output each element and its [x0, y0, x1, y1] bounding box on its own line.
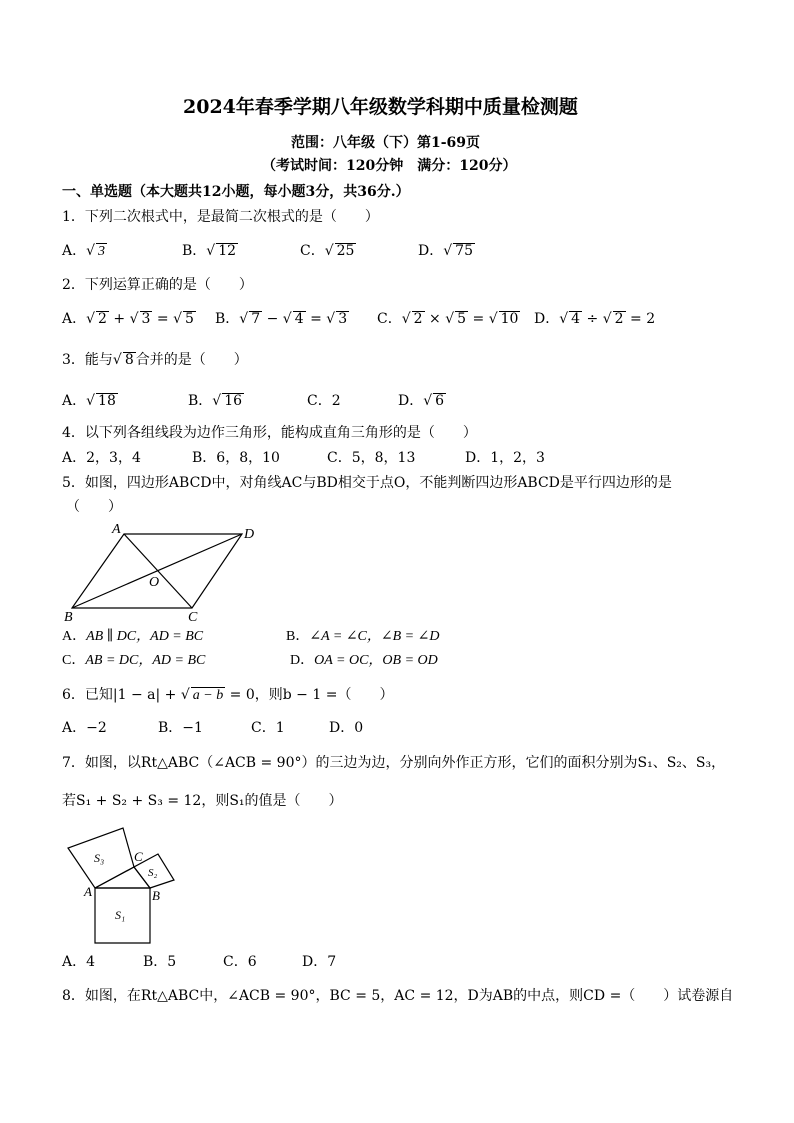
question-5-stem-line1: 5．如图，四边形ABCD中，对角线AC与BD相交于点O，不能判断四边形ABCD是平行四边形的是 [62, 475, 672, 491]
q5-option-d[interactable]: D．OA = OC，OB = OD [290, 653, 438, 668]
question-8-stem: 8．如图，在Rt△ABC中，∠ACB = 90°，BC = 5，AC = 12，D为AB的中点，则CD =（ ）试卷源自 [62, 988, 734, 1004]
q5-option-b[interactable]: B．∠A = ∠C，∠B = ∠D [286, 629, 440, 644]
q2-option-d[interactable]: D．√ 4 ÷ √ 2 = 2 [534, 311, 656, 327]
q2-option-a[interactable]: A．√ 2 + √ 3 = √ 5 [62, 311, 194, 327]
q7-option-a[interactable]: A．4 [62, 954, 96, 970]
q6-option-a[interactable]: A．−2 [62, 720, 107, 736]
question-1-stem: 1．下列二次根式中，是最简二次根式的是（ ） [62, 209, 379, 225]
q7-option-b[interactable]: B．5 [143, 954, 177, 970]
pythagoras-squares-figure [62, 818, 182, 948]
question-2-stem: 2．下列运算正确的是（ ） [62, 277, 253, 293]
question-5-stem-line2: （ ） [66, 499, 122, 515]
q7-option-d[interactable]: D．7 [302, 954, 337, 970]
parallelogram-figure [60, 518, 270, 628]
q3-option-d[interactable]: D．√ 6 [398, 393, 445, 409]
label-b: B [64, 610, 73, 625]
triangle-abc [95, 867, 150, 888]
page-title: 2024年春季学期八年级数学科期中质量检测题 [183, 96, 578, 118]
label-a: A [84, 884, 92, 899]
label-s3: S₃ [94, 851, 105, 865]
q6-option-b[interactable]: B．−1 [158, 720, 203, 736]
q4-option-c[interactable]: C．5，8，13 [327, 450, 416, 466]
q7-option-c[interactable]: C．6 [223, 954, 257, 970]
q1-option-d[interactable]: D．√ 75 [418, 243, 473, 259]
q4-option-d[interactable]: D．1，2，3 [465, 450, 545, 466]
q3-option-b[interactable]: B．√ 16 [188, 393, 243, 409]
q2-option-c[interactable]: C．√ 2 × √ 5 = √ 10 [377, 311, 519, 327]
label-s1: S₁ [115, 908, 126, 922]
exam-info: （考试时间：120分钟 满分：120分） [262, 158, 517, 174]
q4-option-a[interactable]: A．2，3，4 [62, 450, 141, 466]
q6-option-d[interactable]: D．0 [329, 720, 364, 736]
q3-option-c[interactable]: C．2 [307, 393, 341, 409]
question-6-stem: 6．已知|1 − a| + √ a − b = 0，则b − 1 =（ ） [62, 687, 394, 703]
label-o: O [149, 575, 160, 590]
label-c: C [188, 610, 198, 625]
question-4-stem: 4．以下列各组线段为边作三角形，能构成直角三角形的是（ ） [62, 425, 477, 441]
q1-option-a[interactable]: A．√ 3 [62, 243, 106, 259]
question-3-stem: 3．能与√ 8 合并的是（ ） [62, 352, 248, 368]
q1-option-b[interactable]: B．√ 12 [182, 243, 237, 259]
q2-option-b[interactable]: B．√ 7 − √ 4 = √ 3 [215, 311, 348, 327]
q6-option-c[interactable]: C．1 [251, 720, 285, 736]
label-d: D [244, 527, 255, 542]
scope-line: 范围：八年级（下）第1-69页 [291, 135, 481, 151]
q4-option-b[interactable]: B．6，8，10 [192, 450, 280, 466]
q1-option-c[interactable]: C．√ 25 [300, 243, 355, 259]
section-title: 一、单选题（本大题共12小题，每小题3分，共36分.） [62, 184, 410, 200]
q5-option-a[interactable]: A．AB ∥ DC，AD = BC [62, 629, 204, 644]
question-7-stem-line2: 若S₁ + S₂ + S₃ = 12，则S₁的值是（ ） [62, 793, 343, 809]
label-a: A [112, 522, 121, 537]
q3-option-a[interactable]: A．√ 18 [62, 393, 116, 409]
q5-option-c[interactable]: C．AB = DC，AD = BC [62, 653, 206, 668]
label-c: C [134, 849, 143, 864]
label-s2: S₂ [148, 867, 158, 879]
question-7-stem-line1: 7．如图，以Rt△ABC（∠ACB = 90°）的三边为边，分别向外作正方形，它们的面积分别为S₁、S₂、S₃， [62, 755, 726, 771]
label-b: B [152, 888, 160, 903]
